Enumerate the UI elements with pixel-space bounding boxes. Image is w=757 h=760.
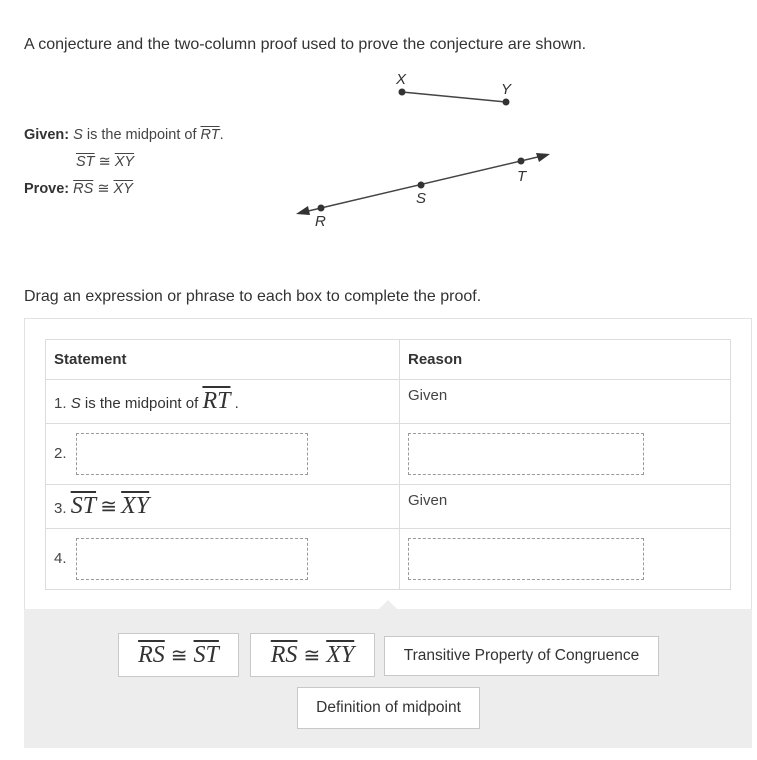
statement-3 (46, 485, 400, 529)
row-number: 4. (54, 549, 67, 567)
statement-1-text: is the midpoint of (80, 395, 203, 412)
point-r (318, 205, 325, 212)
reason-3-text: Given (408, 492, 448, 509)
statement-3-symbol: ≅ (100, 496, 117, 518)
statement-1-segment: $\overline{RT}$ (202, 388, 231, 414)
choice-rs-congruent-st[interactable] (118, 633, 239, 677)
given-line2-right: $\overline{XY}$ (114, 154, 135, 170)
reason-4-dropzone[interactable] (408, 538, 644, 580)
label-s: S (416, 190, 427, 207)
prove-right: $\overline{XY}$ (113, 181, 133, 197)
label-r: R (315, 213, 326, 230)
statement-2 (46, 424, 400, 485)
statement-header: Statement (46, 340, 400, 380)
statement-4 (46, 529, 400, 590)
choice-rs-congruent-xy[interactable] (250, 633, 375, 677)
reason-3 (400, 485, 731, 529)
segment-xy (402, 92, 506, 102)
point-y (503, 99, 510, 106)
proof-row-1 (46, 380, 731, 424)
drag-instruction: Drag an expression or phrase to each box to complete the proof. (24, 288, 482, 305)
proof-row-4 (46, 529, 731, 590)
chip1-symbol: ≅ (170, 644, 188, 667)
prove-symbol: ≅ (97, 181, 110, 197)
row-number: 2. (54, 444, 67, 462)
statement-1-end: . (230, 395, 239, 412)
proof-header-row (46, 340, 731, 380)
given-line-2 (24, 149, 224, 176)
chip1-right: $\overline{ST}$ (193, 641, 219, 668)
statement-1 (46, 380, 400, 424)
proof-row-3 (46, 485, 731, 529)
prove-left: $\overline{RS}$ (73, 181, 94, 197)
reason-header: Reason (400, 340, 731, 380)
reason-4 (400, 529, 731, 590)
arrow-right-icon (536, 153, 550, 162)
given-period: . (219, 127, 224, 143)
given-line2-left: $\overline{ST}$ (76, 154, 95, 170)
given-point: S (73, 127, 83, 143)
given-segment: $\overline{RT}$ (200, 127, 220, 143)
label-y: Y (501, 81, 512, 98)
chip2-symbol: ≅ (303, 644, 321, 667)
geometry-figure (280, 62, 570, 237)
given-line2-symbol: ≅ (98, 154, 111, 170)
prove-line (24, 176, 224, 203)
chip1-left: $\overline{RS}$ (138, 641, 165, 668)
tray-notch (378, 600, 398, 610)
prove-label: Prove: (24, 181, 70, 197)
reason-2-dropzone[interactable] (408, 433, 644, 475)
label-x: X (396, 71, 407, 88)
statement-4-dropzone[interactable] (76, 538, 308, 580)
row-number: 1. (54, 395, 67, 412)
point-s (418, 182, 425, 189)
reason-2 (400, 424, 731, 485)
statement-3-right: $\overline{XY}$ (121, 493, 150, 519)
chip2-right: $\overline{XY}$ (326, 641, 355, 668)
given-text: is the midpoint of (82, 127, 201, 143)
given-line-1 (24, 122, 224, 149)
point-t (518, 158, 525, 165)
proof-row-2 (46, 424, 731, 485)
reason-1 (400, 380, 731, 424)
point-x (399, 89, 406, 96)
choice-definition-of-midpoint[interactable]: Definition of midpoint (297, 687, 480, 729)
intro-text: A conjecture and the two-column proof used to prove the conjecture are shown. (24, 36, 587, 53)
choice-transitive-property[interactable]: Transitive Property of Congruence (384, 636, 659, 676)
statement-2-dropzone[interactable] (76, 433, 308, 475)
given-prove-block (24, 122, 224, 203)
chip2-left: $\overline{RS}$ (270, 641, 298, 668)
reason-1-text: Given (408, 387, 448, 404)
proof-table (45, 339, 731, 590)
label-t: T (517, 168, 527, 185)
statement-1-point: S (70, 395, 81, 412)
given-label: Given: (24, 127, 70, 143)
arrow-left-icon (296, 206, 310, 215)
statement-3-left: $\overline{ST}$ (70, 493, 97, 519)
row-number: 3. (54, 500, 67, 517)
